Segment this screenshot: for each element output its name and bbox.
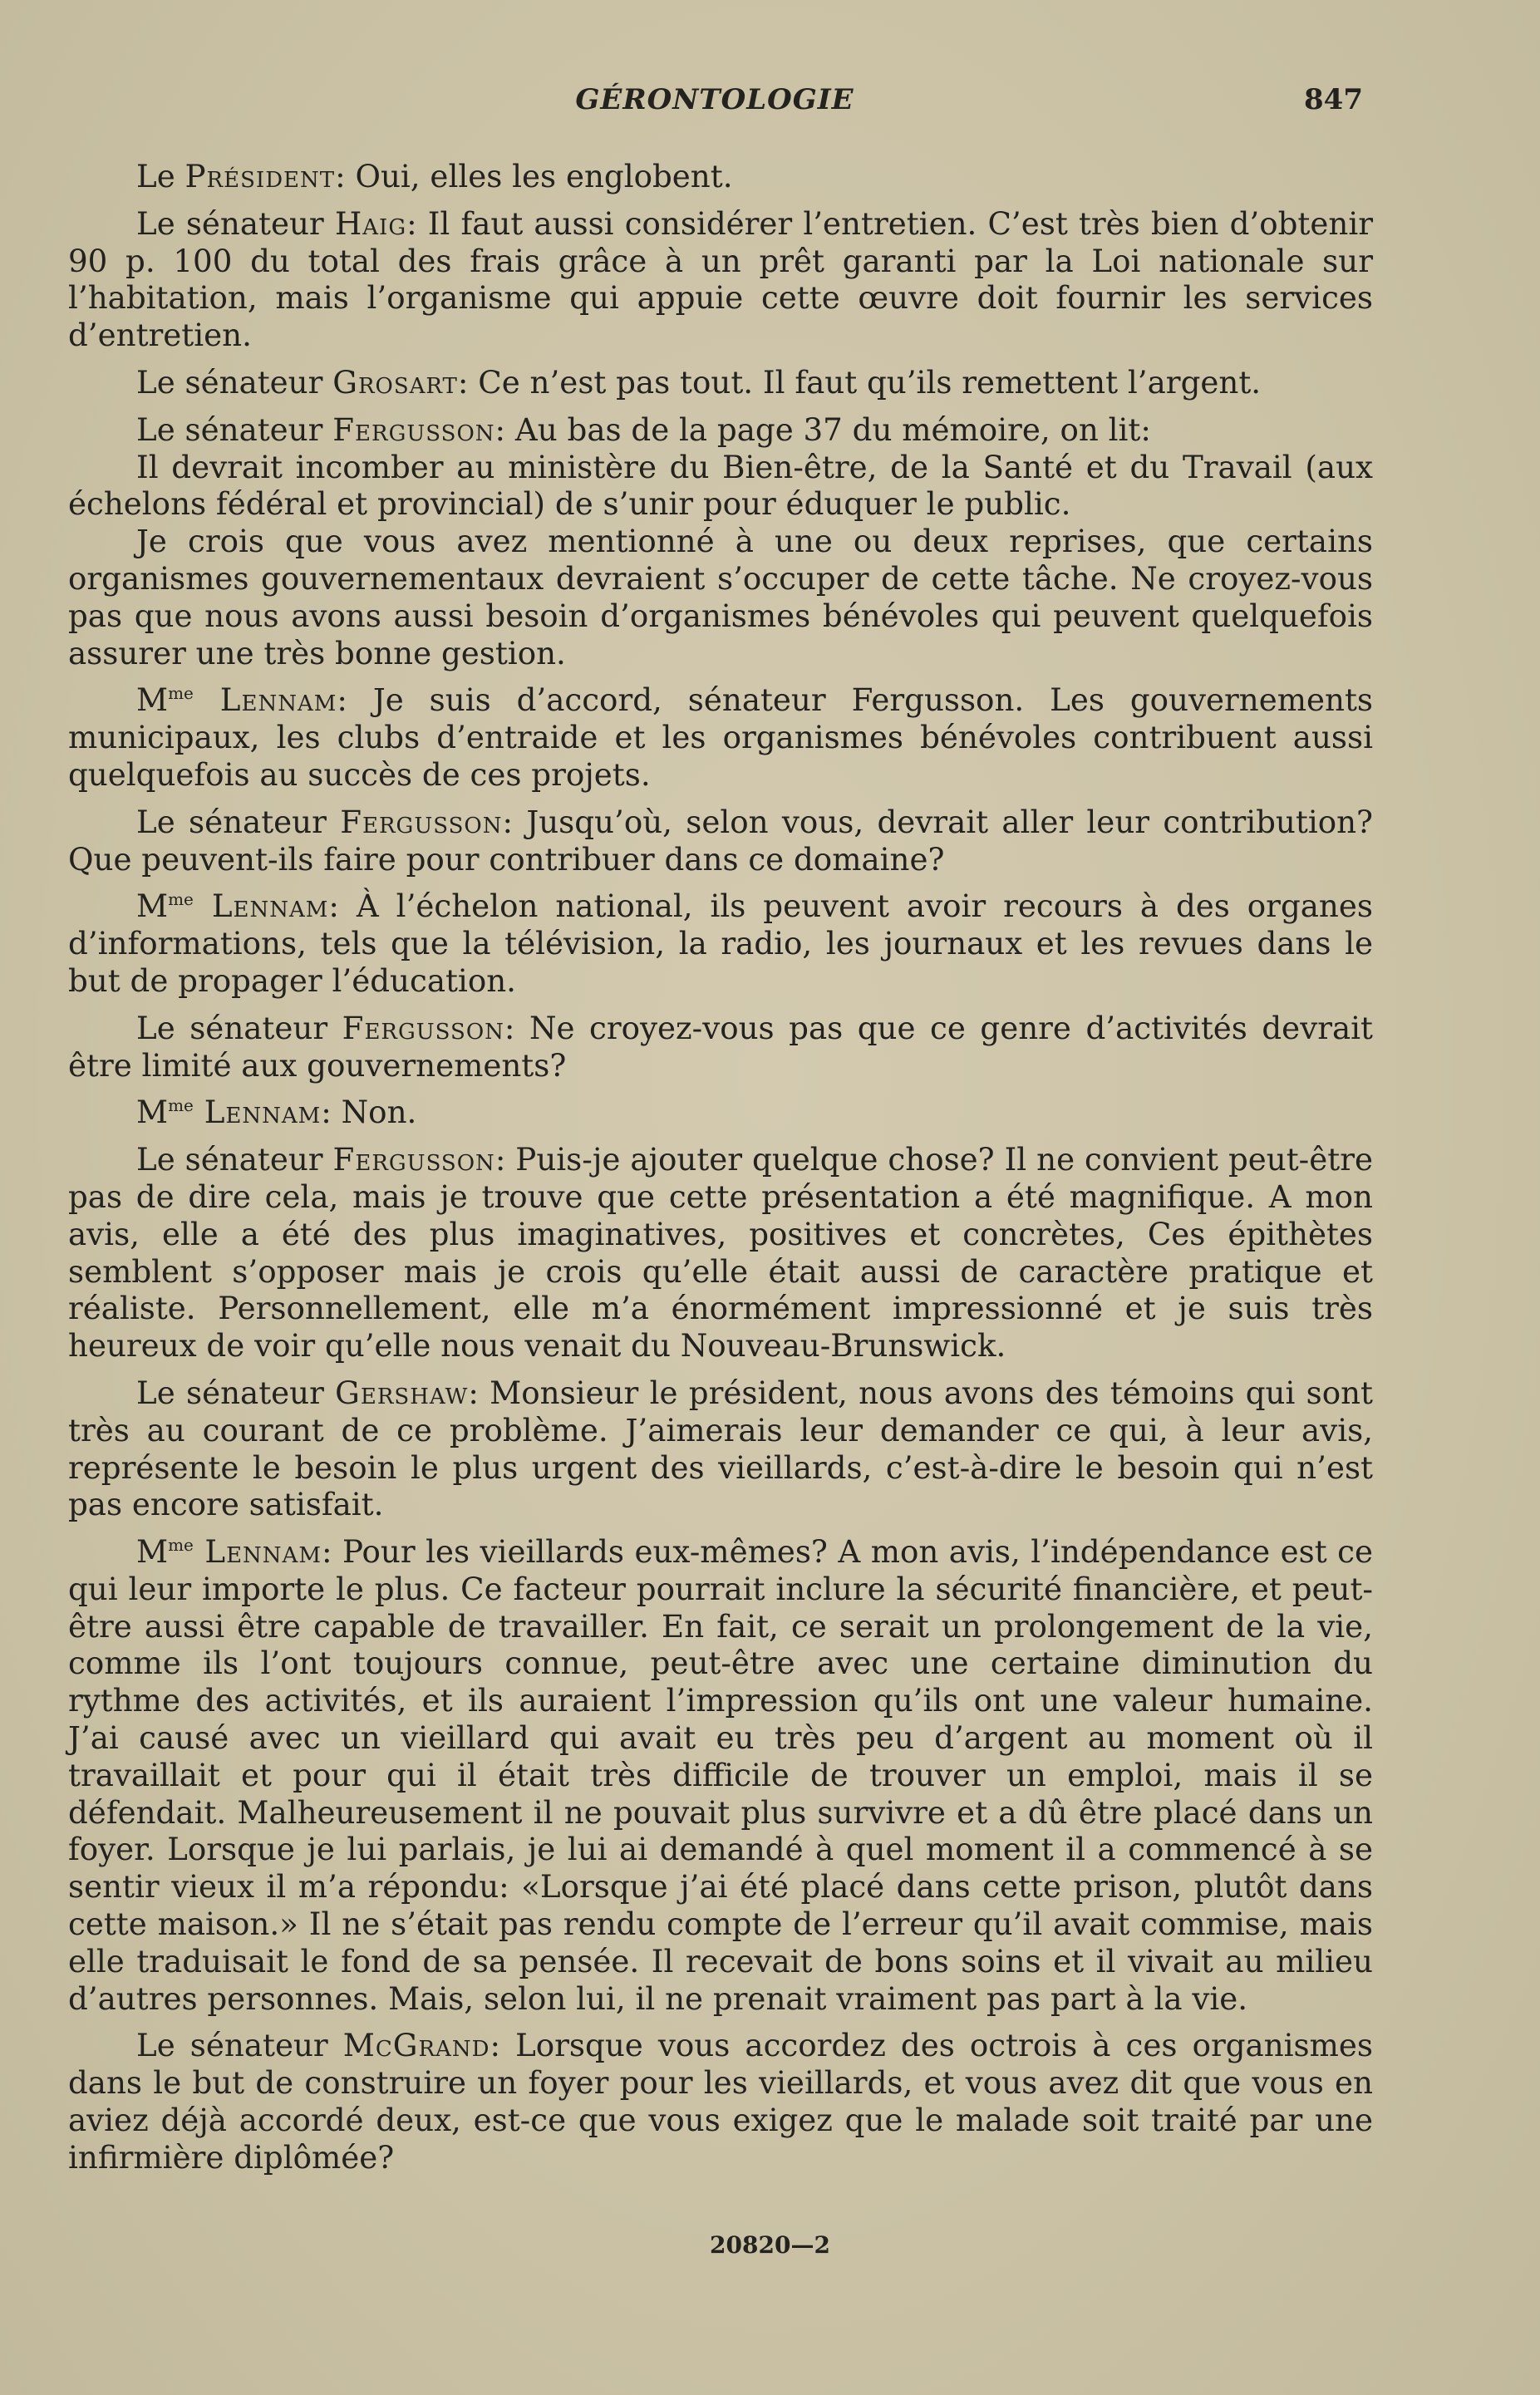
speaker-prefix: M xyxy=(136,1094,169,1131)
speaker-name: Président xyxy=(185,158,336,194)
speaker-prefix: Le sénateur xyxy=(136,411,333,448)
speaker-title-superscript: me xyxy=(168,889,194,910)
paragraph-text: Je crois que vous avez mentionné à une ou deux reprises, que certains organismes gouvernementaux devraient s’occuper de cette tâche. Ne croyez-vous pas que nous avons aussi besoin d’organismes bénévoles qui peuvent quelquefois assurer une très bonne gestion. xyxy=(68,523,1373,671)
paragraph-text: : Pour les vieillards eux-mêmes? A mon avis, l’indépendance est ce qui leur importe le plus. Ce facteur pourrait inclure la sécurité financière, et peut-être aussi être capable de travailler. En fait, ce serait un prolongement de la vie, comme ils l’ont toujours connue, peut-être avec une certaine diminution du rythme des activités, et ils auraient l’impression qu’ils ont une valeur humaine. J’ai causé avec un vieillard qui avait eu très peu d’argent au moment où il travaillait et pour qui il était très difficile de trouver un emploi, mais il se défendait. Malheureusement il ne pouvait plus survivre et a dû être placé dans un foyer. Lorsque je lui parlais, je lui ai demandé à quel moment il a commencé à se sentir vieux il m’a répondu: «Lorsque j’ai été placé dans cette prison, plutôt dans cette maison.» Il ne s’était pas rendu compte de l’erreur qu’il avait commise, mais elle traduisait le fond de sa pensée. Il recevait de bons soins et il vivait au milieu d’autres personnes. Mais, selon lui, il ne prenait vraiment pas part à la vie. xyxy=(68,1533,1373,2017)
paragraph xyxy=(68,411,1373,449)
speaker-name: Fergusson xyxy=(332,1141,495,1178)
paragraph-text: : Puis-je ajouter quelque chose? Il ne convient peut-être pas de dire cela, mais je trouve que cette présentation a été magnifique. A mon avis, elle a été des plus imaginatives, positives et concrètes, Ces épithètes semblent s’opposer mais je crois qu’elle était aussi de caractère pratique et réaliste. Personnellement, elle m’a énormément impressionné et je suis très heureux de voir qu’elle nous venait du Nouveau-Brunswick. xyxy=(68,1141,1373,1365)
paragraph xyxy=(68,1533,1373,2017)
speaker-prefix: Le xyxy=(136,158,185,194)
paragraph xyxy=(68,158,1373,195)
speaker-name: Lennam xyxy=(193,681,337,719)
running-title: GÉRONTOLOGIE xyxy=(575,83,854,116)
paragraph-text: : Jusqu’où, selon vous, devrait aller leur contribution? Que peuvent-ils faire pour contribuer dans ce domaine? xyxy=(68,803,1373,878)
speaker-prefix: M xyxy=(136,1533,169,1571)
speaker-prefix: Le sénateur xyxy=(136,1374,336,1411)
speaker-prefix: Le sénateur xyxy=(136,2027,343,2064)
speaker-name: Grosart xyxy=(332,363,458,401)
paragraph xyxy=(68,1094,1373,1131)
paragraph-text: : Lorsque vous accordez des octrois à ces organismes dans le but de construire un foyer pour les vieillards, et vous avez dit que vous en aviez déjà accordé deux, est-ce que vous exigez que le malade soit traité par une infirmière diplômée? xyxy=(68,2027,1373,2176)
paragraph xyxy=(68,1375,1373,1523)
speaker-name: Lennam xyxy=(193,888,329,925)
speaker-name: Gershaw xyxy=(335,1374,469,1411)
speaker-prefix: M xyxy=(136,681,169,719)
paragraph-text: : Non. xyxy=(321,1094,417,1131)
paragraph xyxy=(68,523,1373,671)
page-number: 847 xyxy=(1304,83,1363,116)
paragraph-text: : Oui, elles les englobent. xyxy=(335,158,733,194)
paragraph xyxy=(68,804,1373,878)
paragraph-text: : Au bas de la page 37 du mémoire, on lit: xyxy=(494,411,1151,448)
paragraph xyxy=(68,2027,1373,2176)
speaker-prefix: Le sénateur xyxy=(136,204,335,242)
paragraph-text: : À l’échelon national, ils peuvent avoir recours à des organes d’informations, tels que la télévision, la radio, les journaux et les revues dans le but de propager l’éducation. xyxy=(68,888,1373,999)
speaker-name: Fergusson xyxy=(332,411,495,448)
paragraph-text: : Monsieur le président, nous avons des témoins qui sont très au courant de ce problème. J’aimerais leur demander ce qui, à leur avis, représente le besoin le plus urgent des vieillards, c’est-à-dire le besoin qui n’est pas encore satisfait. xyxy=(68,1374,1373,1523)
speaker-name: Fergusson xyxy=(340,803,503,840)
paragraph xyxy=(68,364,1373,401)
speaker-title-superscript: me xyxy=(168,1095,194,1116)
speaker-name: Lennam xyxy=(193,1533,322,1571)
speaker-prefix: Le sénateur xyxy=(136,363,333,401)
speaker-name: Haig xyxy=(334,204,407,242)
speaker-prefix: M xyxy=(136,888,169,925)
speaker-name: Lennam xyxy=(193,1094,322,1131)
signature-mark: 20820—2 xyxy=(710,2231,830,2259)
body-text xyxy=(68,158,1373,2186)
page-header xyxy=(66,83,1363,133)
paragraph xyxy=(68,888,1373,999)
paragraph-text: : Ce n’est pas tout. Il faut qu’ils remettent l’argent. xyxy=(457,363,1262,401)
paragraph xyxy=(68,681,1373,793)
paragraph xyxy=(68,1010,1373,1084)
paragraph-text: : Ne croyez-vous pas que ce genre d’activités devrait être limité aux gouvernements? xyxy=(68,1009,1373,1084)
speaker-prefix: Le sénateur xyxy=(136,1141,333,1178)
paragraph-text: : Il faut aussi considérer l’entretien. C’est très bien d’obtenir 90 p. 100 du total des frais grâce à un prêt garanti par la Loi nationale sur l’habitation, mais l’organisme qui appuie cette œuvre doit fournir les services d’entretien. xyxy=(68,204,1373,354)
speaker-name: McGrand xyxy=(342,2027,490,2064)
paragraph-text: : Je suis d’accord, sénateur Fergusson. Les gouvernements municipaux, les clubs d’entraide et les organismes bénévoles contribuent aussi quelquefois au succès de ces projets. xyxy=(68,681,1373,793)
paragraph xyxy=(68,205,1373,354)
speaker-title-superscript: me xyxy=(168,683,194,704)
paragraph xyxy=(68,1141,1373,1365)
speaker-prefix: Le sénateur xyxy=(136,803,341,840)
speaker-title-superscript: me xyxy=(168,1535,194,1556)
quoted-passage xyxy=(68,449,1373,524)
paragraph-text: Il devrait incomber au ministère du Bien-être, de la Santé et du Travail (aux échelons fédéral et provincial) de s’unir pour éduquer le public. xyxy=(68,448,1373,523)
speaker-name: Fergusson xyxy=(342,1009,504,1046)
speaker-prefix: Le sénateur xyxy=(136,1009,342,1046)
